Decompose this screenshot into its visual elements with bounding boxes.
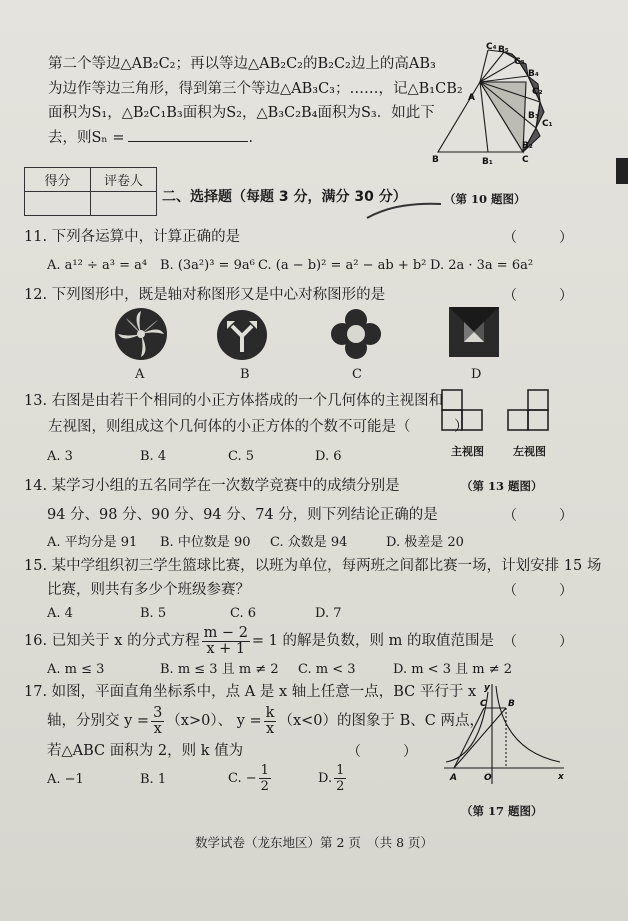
q16-option-a[interactable]: A. m ≤ 3 <box>47 662 105 677</box>
q12-answer-paren[interactable]: （ ） <box>503 288 573 304</box>
label-c: C <box>522 155 529 165</box>
q17-line-1: 17. 如图，平面直角坐标系中，点 A 是 x 轴上任意一点，BC 平行于 x <box>24 684 477 700</box>
q10-caption: （第 10 题图） <box>444 192 526 206</box>
q15-option-b[interactable]: B. 5 <box>140 606 167 621</box>
point-a-label: A <box>450 773 457 783</box>
q12-label-c: C <box>352 367 362 382</box>
q13-line-2: 左视图，则组成这个几何体的小正方体的个数不可能是（ ） <box>48 419 469 435</box>
q17-option-a[interactable]: A. −1 <box>47 772 84 787</box>
q12-stem: 12. 下列图形中，既是轴对称图形又是中心对称图形的是 <box>24 287 386 303</box>
q15-option-d[interactable]: D. 7 <box>315 606 342 621</box>
page-edge-tab <box>616 158 628 184</box>
q13-front-view-label: 主视图 <box>451 445 484 458</box>
origin-label: O <box>484 773 492 783</box>
q14-option-c[interactable]: C. 众数是 94 <box>270 535 348 550</box>
label-b: B <box>432 155 439 165</box>
label-b4: B₄ <box>528 69 539 79</box>
axis-y-label: y <box>484 683 490 693</box>
q16-stem: 16. 已知关于 x 的分式方程 $\frac{m - 2}{x + 1}$ = 1 的解是负数，则 m 的取值范围是 <box>24 624 494 657</box>
q14-option-a[interactable]: A. 平均分是 91 <box>47 535 138 550</box>
label-b3: B₃ <box>528 111 539 121</box>
q13-option-d[interactable]: D. 6 <box>315 449 342 464</box>
q17-answer-paren[interactable]: （ ） <box>347 744 417 760</box>
q15-option-c[interactable]: C. 6 <box>230 606 257 621</box>
label-a: A <box>468 93 475 103</box>
q12-figure-c[interactable] <box>330 308 382 360</box>
pen-stroke <box>365 198 445 223</box>
q11-option-b[interactable]: B. (3a²)³ = 9a⁶ <box>160 258 255 273</box>
q12-label-d: D <box>471 367 482 382</box>
q12-label-a: A <box>135 367 145 382</box>
q14-stem: 14. 某学习小组的五名同学在一次数学竞赛中的成绩分别是 <box>24 478 400 494</box>
point-c-label: C <box>480 699 487 709</box>
label-b1: B₁ <box>482 157 493 167</box>
q13-option-b[interactable]: B. 4 <box>140 449 167 464</box>
q17-option-b[interactable]: B. 1 <box>140 772 167 787</box>
q15-answer-paren[interactable]: （ ） <box>503 583 573 599</box>
axis-x-label: x <box>558 772 564 782</box>
point-b-label: B <box>508 699 515 709</box>
label-c3: C₃ <box>514 57 525 67</box>
q16-option-b[interactable]: B. m ≤ 3 且 m ≠ 2 <box>160 662 279 677</box>
label-c2: C₂ <box>532 87 543 97</box>
label-c4: C₄ <box>486 42 497 52</box>
q11-option-c[interactable]: C. (a − b)² = a² − ab + b² <box>258 258 427 273</box>
q12-figure-a[interactable] <box>112 306 170 362</box>
q17-caption: （第 17 题图） <box>461 804 543 818</box>
score-cell[interactable] <box>25 192 91 216</box>
q17-line-2: 轴，分别交 y = $\frac{3}{x}$ （x>0）、 y = $\frac{k}{x}$ （x<0）的图象于 B、C 两点， <box>47 704 484 737</box>
q12-label-b: B <box>240 367 250 382</box>
q16-option-d[interactable]: D. m < 3 且 m ≠ 2 <box>393 662 512 677</box>
q10-line-4: 去，则Sₙ = ． <box>48 127 263 148</box>
q11-option-d[interactable]: D. 2a · 3a = 6a² <box>430 258 534 273</box>
q15-line-1: 15. 某中学组织初三学生篮球比赛，以班为单位，每两班之间都比赛一场，计划安排 15 场 <box>24 558 602 574</box>
q15-line-2: 比赛，则共有多少个班级参赛？ <box>47 582 250 598</box>
page-footer: 数学试卷（龙东地区）第 2 页 （共 8 页） <box>194 835 434 850</box>
answer-blank[interactable] <box>128 127 248 142</box>
label-c1: C₁ <box>542 119 553 129</box>
q17-graph <box>440 680 570 790</box>
q10-line-3: 面积为S₁，△B₂C₁B₃面积为S₂，△B₃C₂B₄面积为S₃．如此下 <box>48 105 435 121</box>
section-2-title: 二、选择题（每题 3 分，满分 30 分） <box>162 189 407 205</box>
label-b5: B₅ <box>498 45 509 55</box>
q10-figure <box>428 40 558 170</box>
q17-line-3: 若△ABC 面积为 2，则 k 值为 <box>47 743 244 759</box>
score-header: 得分 <box>25 168 91 192</box>
q13-left-view-label: 左视图 <box>513 445 546 458</box>
grader-cell[interactable] <box>91 192 157 216</box>
q11-option-a[interactable]: A. a¹² ÷ a³ = a⁴ <box>47 258 148 273</box>
score-table <box>24 167 157 216</box>
q13-option-c[interactable]: C. 5 <box>228 449 255 464</box>
q13-caption: （第 13 题图） <box>461 479 543 493</box>
q14-line-2: 94 分、98 分、90 分、94 分、74 分，则下列结论正确的是 <box>47 507 438 523</box>
label-b2: B₂ <box>522 141 533 151</box>
q11-answer-paren[interactable]: （ ） <box>503 230 573 246</box>
q17-option-d[interactable]: D. $\frac{1}{2}$ <box>318 763 345 794</box>
q11-stem: 11. 下列各运算中，计算正确的是 <box>24 229 241 245</box>
q15-option-a[interactable]: A. 4 <box>47 606 73 621</box>
q13-figures <box>440 386 560 438</box>
q14-option-d[interactable]: D. 极差是 20 <box>386 535 464 550</box>
q12-figure-d[interactable] <box>448 306 500 358</box>
q13-option-a[interactable]: A. 3 <box>47 449 73 464</box>
q16-answer-paren[interactable]: （ ） <box>503 634 573 650</box>
grader-header: 评卷人 <box>91 168 157 192</box>
q16-option-c[interactable]: C. m < 3 <box>298 662 356 677</box>
q10-line-1: 第二个等边△AB₂C₂；再以等边△AB₂C₂的B₂C₂边上的高AB₃ <box>48 56 436 72</box>
q14-answer-paren[interactable]: （ ） <box>503 508 573 524</box>
q14-option-b[interactable]: B. 中位数是 90 <box>160 535 251 550</box>
q17-option-c[interactable]: C. − $\frac{1}{2}$ <box>228 763 269 794</box>
q10-line-2: 为边作等边三角形，得到第三个等边△AB₃C₃；……，记△B₁CB₂ <box>48 81 463 97</box>
q13-line-1: 13. 右图是由若干个相同的小正方体搭成的一个几何体的主视图和 <box>24 393 444 409</box>
q12-figure-b[interactable] <box>215 308 269 362</box>
q16-fraction: $\frac{m - 2}{x + 1}$ <box>203 624 248 657</box>
